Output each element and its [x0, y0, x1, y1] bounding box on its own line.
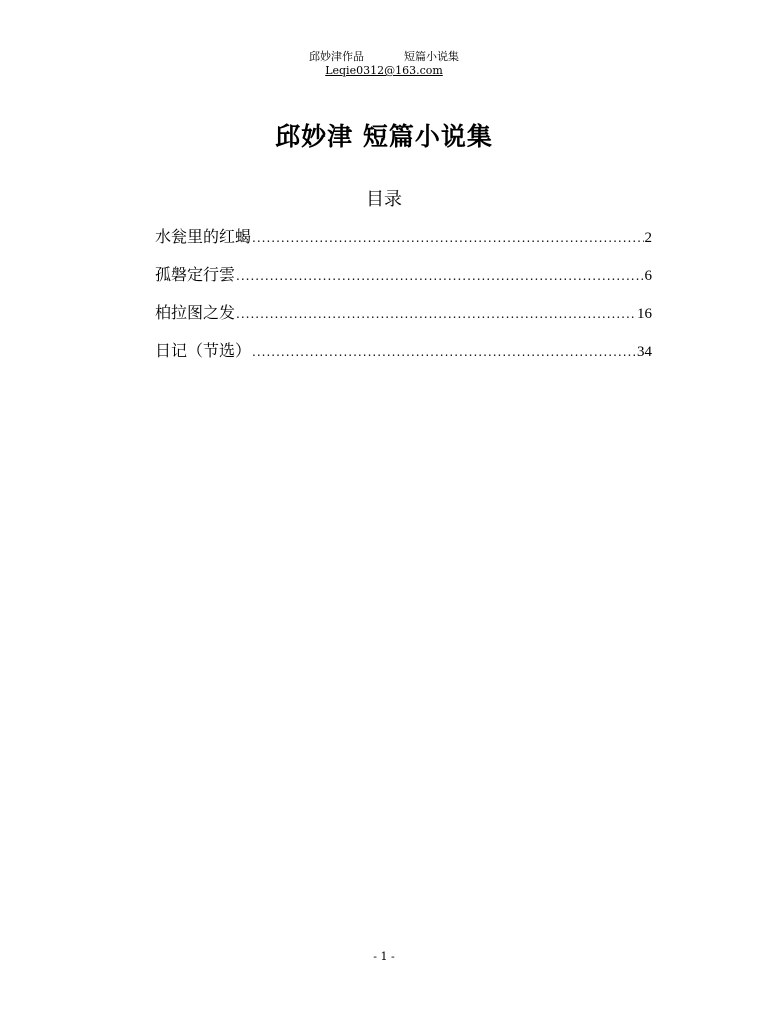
toc-entry[interactable]	[155, 224, 652, 262]
toc-entry[interactable]	[155, 300, 652, 338]
toc-entry[interactable]	[155, 338, 652, 376]
toc-entry-page: 2	[644, 230, 652, 246]
toc-leader-dots	[236, 269, 643, 283]
toc-entry-label: 孤磐定行雲	[155, 265, 236, 284]
page-header	[0, 50, 768, 78]
toc-entry[interactable]	[155, 262, 652, 300]
toc-leader-dots	[236, 307, 636, 321]
toc-entry-label: 日记（节选）	[155, 341, 252, 360]
toc-leader-dots	[252, 231, 643, 245]
document-title: 邱妙津 短篇小说集	[275, 122, 493, 151]
table-of-contents	[155, 224, 652, 376]
page-number-footer: - 1 -	[373, 950, 395, 963]
header-author-work: 邱妙津作品	[309, 50, 364, 63]
toc-heading: 目录	[366, 189, 402, 210]
header-collection: 短篇小说集	[404, 50, 459, 63]
header-line	[0, 50, 768, 64]
toc-entry-page: 6	[644, 268, 652, 284]
toc-entry-page: 16	[637, 306, 652, 322]
toc-entry-label: 柏拉图之发	[155, 303, 236, 322]
toc-entry-label: 水瓮里的红蝎	[155, 227, 252, 246]
toc-entry-page: 34	[637, 344, 652, 360]
toc-leader-dots	[252, 345, 636, 359]
header-email-link[interactable]: Leqie0312@163.com	[325, 64, 443, 77]
